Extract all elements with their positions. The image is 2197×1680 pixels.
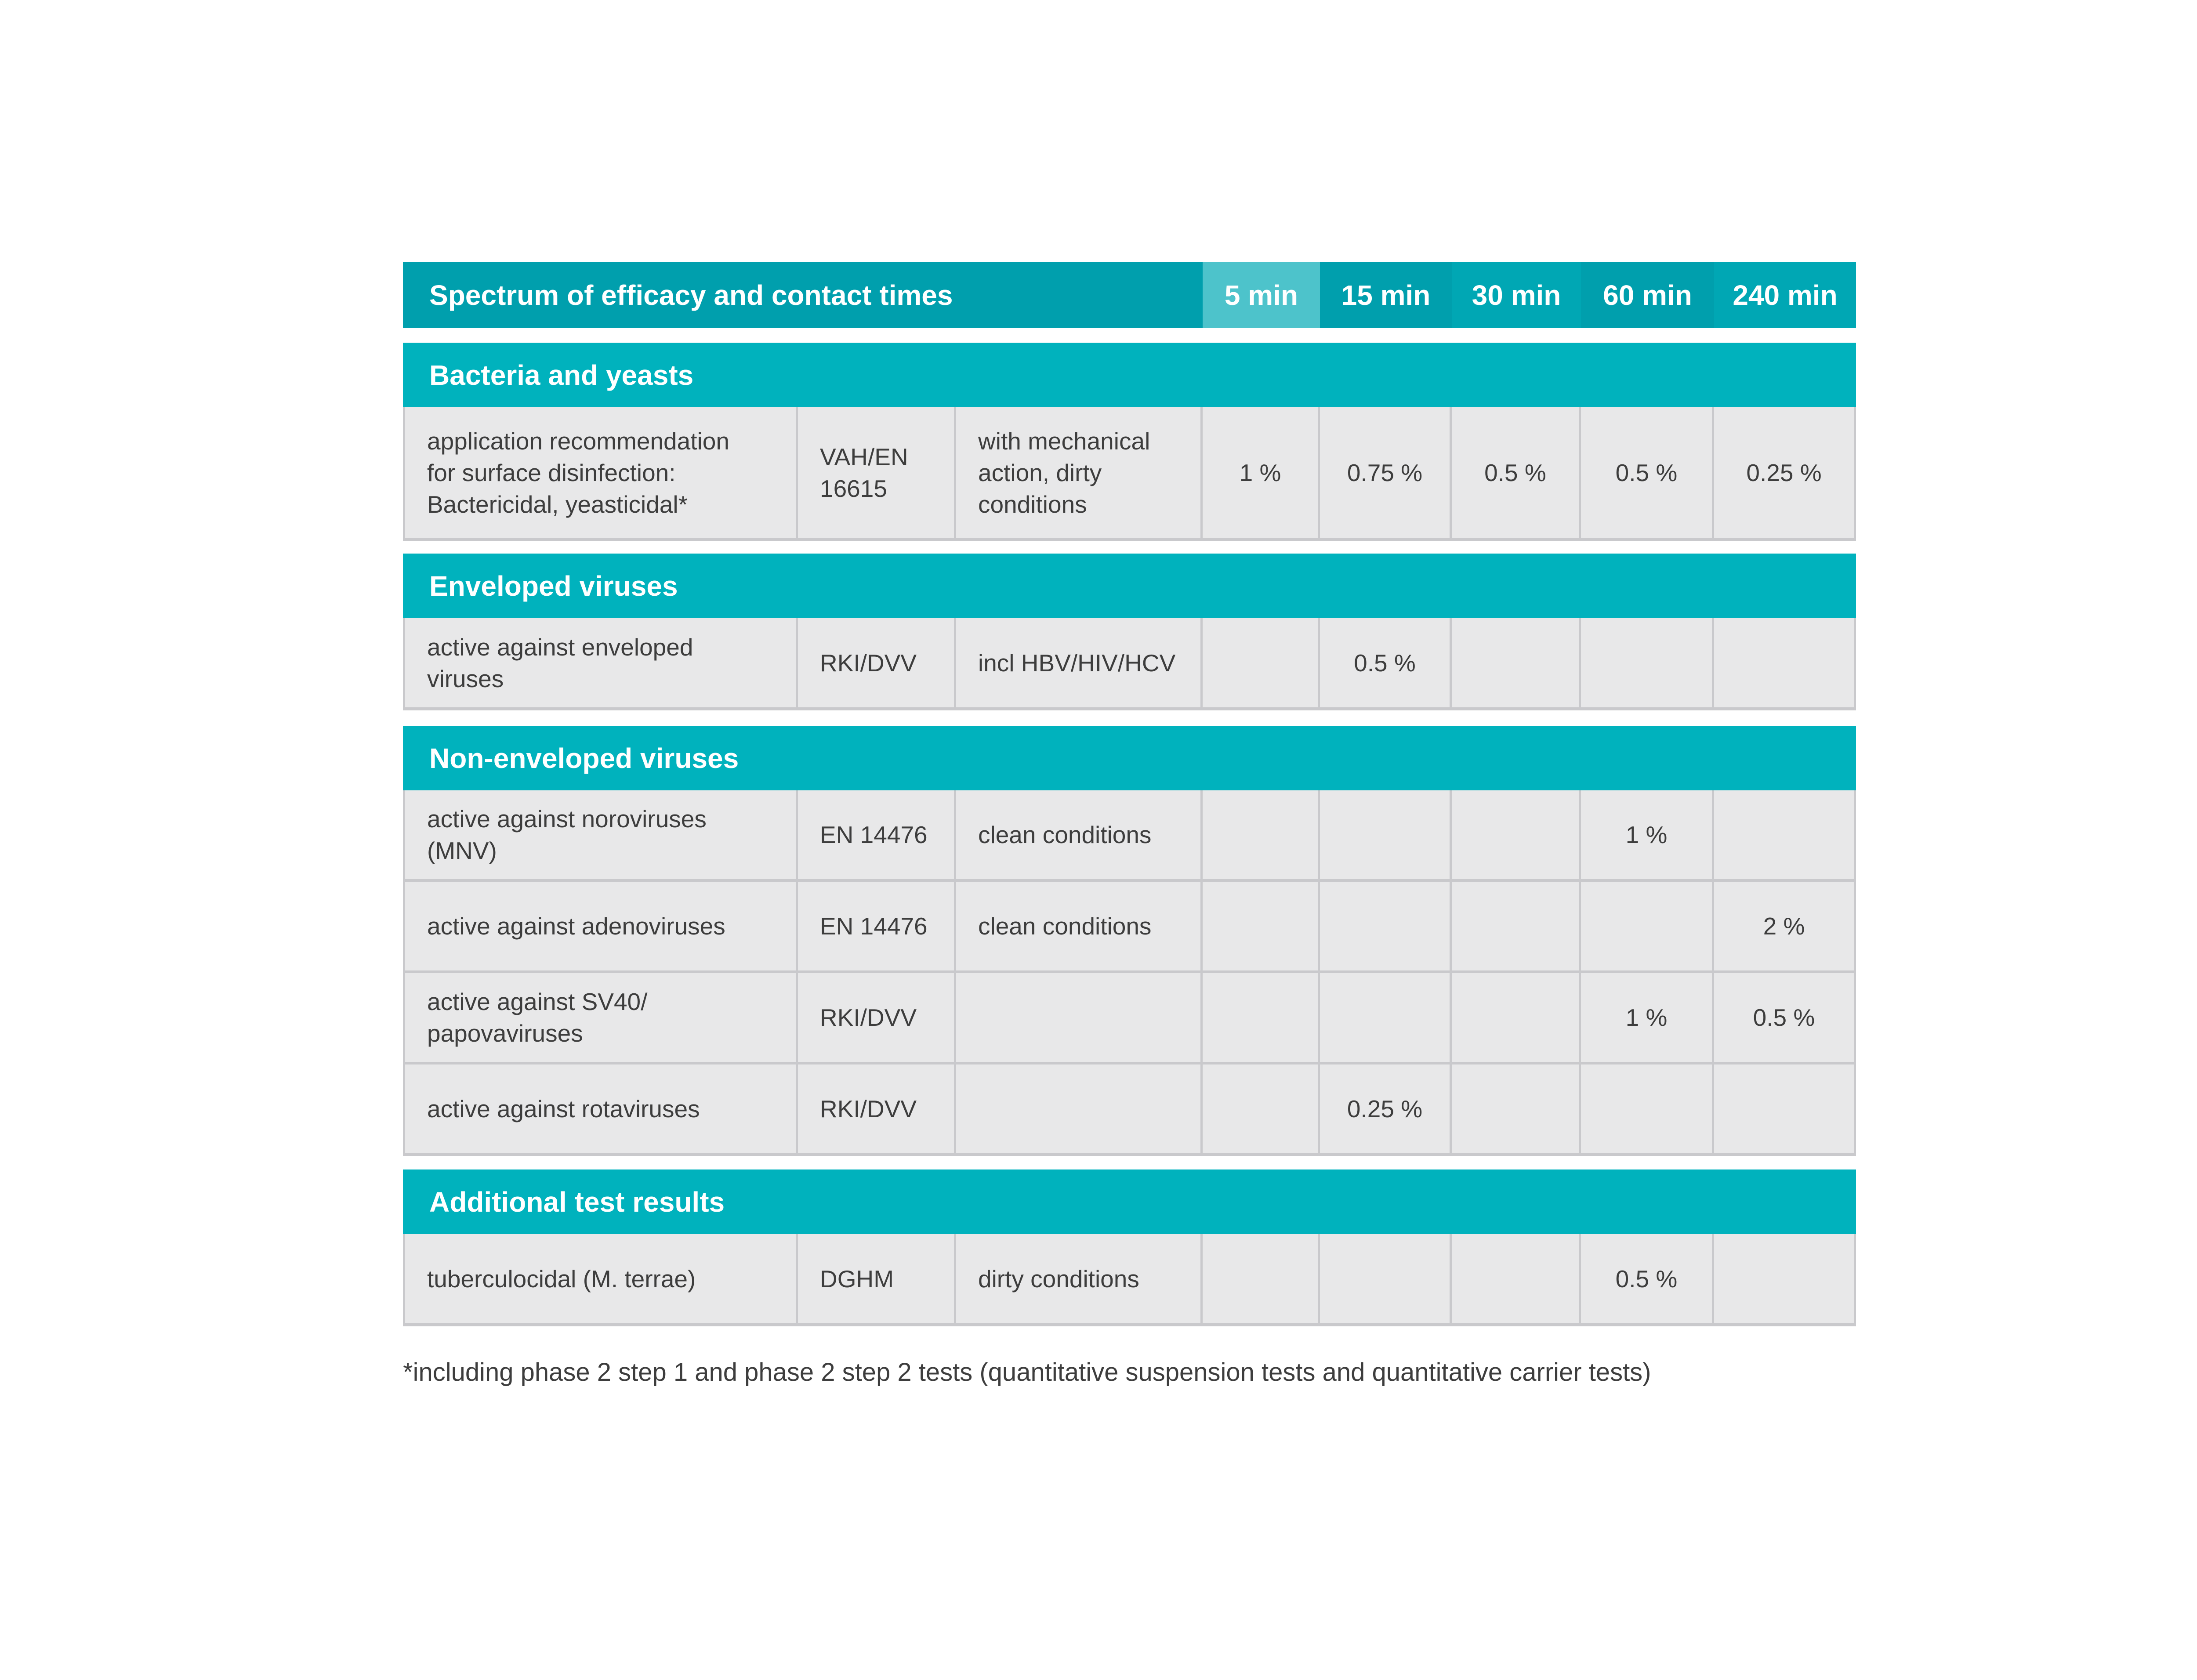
footnote: *including phase 2 step 1 and phase 2 step 2 tests (quantitative suspension tests and quantitative carrier tests)	[403, 1358, 1651, 1387]
value-cell-60min: 1 %	[1581, 790, 1714, 879]
value-cell-5min	[1203, 1234, 1320, 1323]
value-cell-30min	[1452, 790, 1581, 879]
row-name-cell: active against adenoviruses	[403, 882, 798, 970]
value-cell-5min	[1203, 882, 1320, 970]
value-cell-60min	[1581, 618, 1714, 707]
section-title: Additional test results	[403, 1169, 1856, 1234]
value-cell-5min	[1203, 1064, 1320, 1153]
table-header	[403, 262, 1856, 328]
section-non-enveloped-viruses	[403, 726, 1856, 1156]
row-standard-cell: VAH/EN 16615	[798, 407, 956, 538]
value-cell-240min: 2 %	[1714, 882, 1856, 970]
row-name-cell: active against SV40/ papovaviruses	[403, 973, 798, 1062]
header-time-240min: 240 min	[1714, 262, 1856, 328]
value-cell-30min	[1452, 1234, 1581, 1323]
row-conditions-cell: clean conditions	[956, 882, 1203, 970]
value-cell-240min	[1714, 618, 1856, 707]
row-name-cell: active against noroviruses (MNV)	[403, 790, 798, 879]
value-cell-240min	[1714, 1064, 1856, 1153]
section-title: Non-enveloped viruses	[403, 726, 1856, 790]
value-cell-15min: 0.5 %	[1320, 618, 1452, 707]
value-cell-60min	[1581, 1064, 1714, 1153]
row-conditions-cell: dirty conditions	[956, 1234, 1203, 1323]
value-cell-30min	[1452, 1064, 1581, 1153]
value-cell-30min	[1452, 618, 1581, 707]
table-row	[403, 790, 1856, 882]
row-name-cell: active against rotaviruses	[403, 1064, 798, 1153]
row-conditions-cell: incl HBV/HIV/HCV	[956, 618, 1203, 707]
table-row	[403, 1234, 1856, 1326]
row-conditions-cell: clean conditions	[956, 790, 1203, 879]
value-cell-5min	[1203, 973, 1320, 1062]
value-cell-15min: 0.75 %	[1320, 407, 1452, 538]
table-row	[403, 407, 1856, 541]
header-time-60min: 60 min	[1581, 262, 1714, 328]
row-name-cell: tuberculocidal (M. terrae)	[403, 1234, 798, 1323]
value-cell-30min: 0.5 %	[1452, 407, 1581, 538]
value-cell-240min	[1714, 790, 1856, 879]
row-standard-cell: RKI/DVV	[798, 618, 956, 707]
row-standard-cell: RKI/DVV	[798, 973, 956, 1062]
row-name-cell: active against enveloped viruses	[403, 618, 798, 707]
value-cell-15min	[1320, 1234, 1452, 1323]
section-title: Enveloped viruses	[403, 554, 1856, 618]
section-bacteria-yeasts	[403, 343, 1856, 541]
value-cell-240min: 0.25 %	[1714, 407, 1856, 538]
header-time-30min: 30 min	[1452, 262, 1581, 328]
table-row	[403, 973, 1856, 1064]
value-cell-15min: 0.25 %	[1320, 1064, 1452, 1153]
section-additional-test-results	[403, 1169, 1856, 1326]
row-standard-cell: RKI/DVV	[798, 1064, 956, 1153]
value-cell-15min	[1320, 790, 1452, 879]
table-title: Spectrum of efficacy and contact times	[403, 262, 1203, 328]
value-cell-5min	[1203, 790, 1320, 879]
value-cell-15min	[1320, 973, 1452, 1062]
value-cell-15min	[1320, 882, 1452, 970]
row-standard-cell: EN 14476	[798, 790, 956, 879]
value-cell-30min	[1452, 973, 1581, 1062]
table-row	[403, 618, 1856, 710]
section-enveloped-viruses	[403, 554, 1856, 710]
row-conditions-cell: with mechanical action, dirty conditions	[956, 407, 1203, 538]
row-standard-cell: EN 14476	[798, 882, 956, 970]
value-cell-60min	[1581, 882, 1714, 970]
value-cell-60min: 0.5 %	[1581, 407, 1714, 538]
table-row	[403, 882, 1856, 973]
section-title: Bacteria and yeasts	[403, 343, 1856, 407]
row-conditions-cell	[956, 973, 1203, 1062]
header-time-5min: 5 min	[1203, 262, 1320, 328]
row-conditions-cell	[956, 1064, 1203, 1153]
value-cell-240min	[1714, 1234, 1856, 1323]
header-time-15min: 15 min	[1320, 262, 1452, 328]
value-cell-60min: 0.5 %	[1581, 1234, 1714, 1323]
value-cell-60min: 1 %	[1581, 973, 1714, 1062]
value-cell-240min: 0.5 %	[1714, 973, 1856, 1062]
table-row	[403, 1064, 1856, 1156]
value-cell-30min	[1452, 882, 1581, 970]
value-cell-5min	[1203, 618, 1320, 707]
value-cell-5min: 1 %	[1203, 407, 1320, 538]
row-name-cell: application recommendation for surface disinfection: Bactericidal, yeasticidal*	[403, 407, 798, 538]
row-standard-cell: DGHM	[798, 1234, 956, 1323]
